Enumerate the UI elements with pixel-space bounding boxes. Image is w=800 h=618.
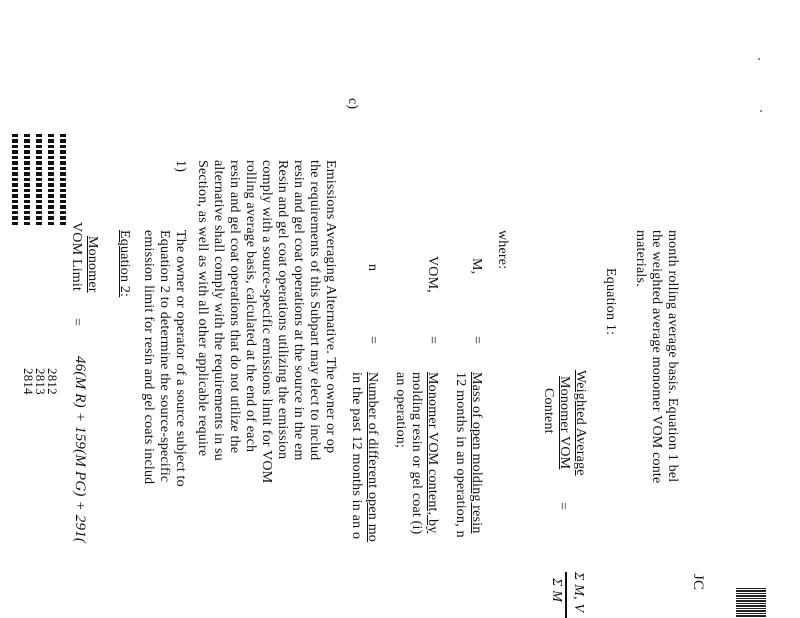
equation2-lhs-line1: Monomer [85, 236, 100, 293]
stamp-mark-4 [24, 134, 30, 226]
equation1-label: Equation 1: [603, 268, 618, 336]
equation2-equals: = [69, 318, 84, 327]
section-c-line-1: Emissions Averaging Alternative. The owner or op [323, 160, 338, 454]
def-mass-line2: 12 months in an operation, n [453, 372, 468, 538]
def-eq-mass: = [469, 336, 484, 345]
equation1-lhs-line1: Weighted Average [573, 370, 588, 476]
scan-dot [758, 58, 760, 60]
def-n-line1: Number of different open mo [365, 372, 380, 542]
section-c-line-7: resin and gel coat operations that do not utilize the [227, 160, 242, 454]
where-label: where: [495, 230, 510, 270]
item1-line-3: emission limit for resin and gel coats includ [141, 230, 156, 485]
equation1-equals: = [555, 502, 570, 511]
def-vom-line3: an operation; [393, 372, 408, 449]
def-symbol-n: n [365, 264, 380, 272]
barcode-mark [736, 588, 766, 618]
scan-dot [760, 110, 762, 112]
item1-line-1: The owner or operator of a source subject to [173, 230, 188, 487]
equation1-lhs-line2: Monomer VOM [557, 376, 572, 470]
line-number-2814: 2814 [21, 368, 36, 395]
stamp-mark-2 [48, 134, 54, 226]
def-eq-vom: = [425, 336, 440, 345]
equation2-rhs: 46(M R) + 159(M PG) + 291( [72, 356, 88, 544]
def-eq-n: = [365, 336, 380, 345]
def-vom-line2: molding resin or gel coat (i) [409, 372, 424, 535]
section-c-line-3: resin and gel coat operations at the source in the em [291, 160, 306, 461]
equation2-lhs-line2: VOM Limit [69, 222, 84, 292]
equation1-lhs-line3: Content [541, 388, 556, 434]
equation1-rhs-bottom: Σ M [549, 578, 564, 603]
section-c-line-2: the requirements of this Subpart may elect to includ [307, 160, 322, 461]
intro-line-3: materials. [633, 230, 648, 287]
def-vom-line1: Monomer VOM content, by [425, 372, 440, 534]
def-mass-line1: Mass of open molding resin [469, 372, 484, 534]
section-c-line-5: comply with a source-specific emissions limit for VOM [259, 160, 274, 484]
intro-line-1: month rolling average basis. Equation 1 bel [665, 230, 680, 483]
intro-line-2: the weighted average monomer VOM conte [649, 230, 664, 484]
stamp-mark-3 [36, 134, 42, 226]
section-c-line-8: alternative shall comply with the requirements in su [211, 160, 226, 461]
def-n-line2: in the past 12 months in an o [349, 372, 364, 540]
stamp-mark-5 [12, 134, 18, 226]
page-id: JC [690, 574, 706, 591]
section-c-line-9: Section, as well as with all other applicable require [195, 160, 210, 457]
item1-marker: 1) [173, 160, 188, 173]
line-number-2813: 2813 [33, 368, 48, 395]
item1-line-2: Equation 2 to determine the source-specific [157, 230, 172, 483]
section-c-line-6: rolling average basis, calculated at the end of each [243, 160, 258, 453]
stamp-mark-1 [60, 134, 66, 226]
equation2-label: Equation 2: [117, 230, 132, 298]
equation1-fraction-bar [566, 572, 568, 618]
section-c-marker: c) [345, 98, 360, 110]
def-symbol-vom: VOM, [425, 256, 440, 293]
section-c-line-4: Resin and gel coat operations utilizing the emission [275, 160, 290, 460]
equation1-rhs-top: Σ M, V [571, 572, 586, 613]
def-symbol-mass: M, [469, 258, 484, 275]
line-number-2812: 2812 [45, 368, 60, 395]
